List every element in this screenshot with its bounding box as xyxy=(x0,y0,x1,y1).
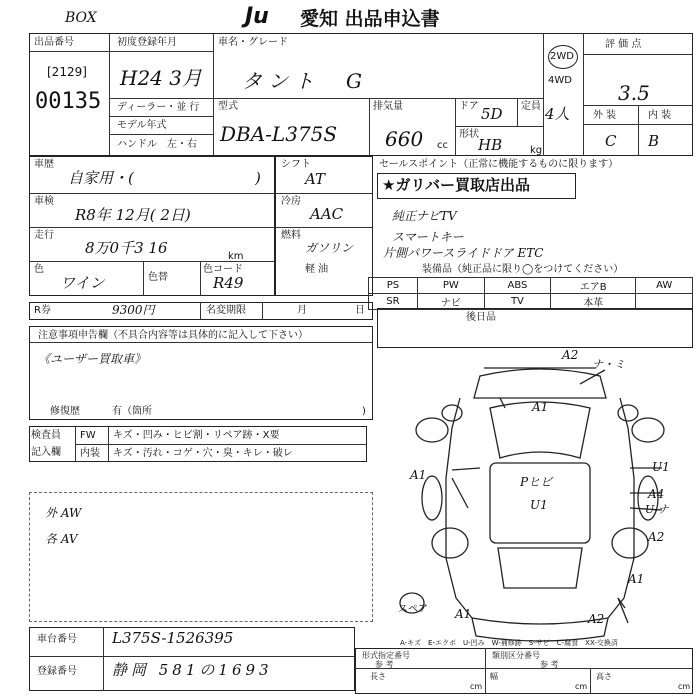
color-label: 色 xyxy=(34,264,44,275)
equip-tv: TV xyxy=(484,294,550,310)
first-reg-value: H24 3月 xyxy=(120,66,202,90)
ju-logo: Ju xyxy=(245,4,269,29)
lot-number-label: 出品番号 xyxy=(34,37,74,48)
inspector-label-2: 記入欄 xyxy=(31,447,61,458)
mileage-label: 走行 xyxy=(34,230,54,241)
weight-unit: kg xyxy=(530,145,543,156)
vehicle-type-label: 型式 xyxy=(218,101,238,112)
capacity-label: 定員 xyxy=(521,101,541,112)
equip-ps: PS xyxy=(369,278,418,294)
form-title: 愛知 出品申込書 xyxy=(300,8,440,30)
damage-mark-11: A1 xyxy=(628,572,645,586)
chassis-label: 車台番号 xyxy=(37,634,77,645)
score-int-value: B xyxy=(648,132,660,150)
damage-mark-6: U1 xyxy=(530,498,548,512)
plate-value: 静岡 581の1693 xyxy=(112,661,273,679)
cooler-label: 冷房 xyxy=(281,196,301,207)
fuel-light-label: 軽 油 xyxy=(305,264,329,275)
displacement-unit: cc xyxy=(437,140,448,151)
shift-value: AT xyxy=(305,170,326,188)
mileage-unit: km xyxy=(228,251,244,262)
height-unit: cm xyxy=(678,682,691,691)
notes-label: 注意事項申告欄（不具合内容等は具体的に記入して下さい） xyxy=(38,330,308,341)
recycle-month: 月 xyxy=(297,305,307,316)
recycle-frame xyxy=(29,302,373,320)
color-change-label: 色替 xyxy=(148,272,168,283)
history-label: 車歴 xyxy=(34,159,54,170)
cooler-value: AAC xyxy=(310,205,344,223)
equip-sr: SR xyxy=(369,294,418,310)
length-label: 長さ xyxy=(370,672,386,681)
doors-label: ドア xyxy=(459,101,479,112)
dealer-label: ディーラー・並 行 xyxy=(117,102,200,113)
color-code-value: R49 xyxy=(213,274,244,292)
capacity-value: 4人 xyxy=(545,105,570,123)
fuel-label: 燃料 xyxy=(281,230,301,241)
color-code-label: 色コード xyxy=(203,264,243,275)
shape-label: 形状 xyxy=(459,129,479,140)
history-value: 自家用・( xyxy=(68,169,134,187)
drive-2wd: 2WD xyxy=(550,51,574,62)
equip-leather: 本革 xyxy=(551,294,636,310)
damage-legend: A-キズ E-エクボ U-凹み W-補修跡 S-サビ C-腐食 XX-交換済 xyxy=(400,639,618,647)
inspection-value: R8年 12月( 2日) xyxy=(75,206,191,224)
recycle-day: 日 xyxy=(355,305,365,316)
model-year-label: モデル年式 xyxy=(117,120,167,131)
chassis-value: L375S-1526395 xyxy=(112,629,234,647)
damage-mark-12: A1 xyxy=(455,607,472,621)
equip-abs: ABS xyxy=(484,278,550,294)
score-label: 評 価 点 xyxy=(605,39,642,50)
damage-mark-8: A4 xyxy=(648,487,665,501)
inspection-label: 車検 xyxy=(34,196,54,207)
sales-line-2: スマートキー xyxy=(392,230,464,244)
equipment-table xyxy=(368,277,693,310)
ref-label-1: 参 考 xyxy=(375,660,394,669)
type-cert-label: 形式指定番号 xyxy=(362,651,410,660)
lot-number: 00135 xyxy=(35,89,102,114)
equip-navi: ナビ xyxy=(417,294,484,310)
plate-label: 登録番号 xyxy=(37,666,77,677)
damage-mark-3: A1 xyxy=(532,400,549,414)
displacement-label: 排気量 xyxy=(373,101,403,112)
drive-4wd: 4WD xyxy=(548,75,572,86)
damage-mark-2: ナ・ミ xyxy=(592,358,625,371)
color-value: ワイン xyxy=(60,274,105,292)
inspector-label-1: 検査員 xyxy=(31,430,61,441)
score-ext-label: 外 装 xyxy=(593,110,617,121)
box-note: BOX xyxy=(65,10,97,26)
vehicle-name-label: 車名・グレード xyxy=(218,37,288,48)
equipment-label: 装備品（純正品に限り◯をつけてください） xyxy=(422,264,624,275)
damage-mark-9: U-ナ xyxy=(645,503,669,516)
repair-value: 有（箇所 xyxy=(112,406,152,417)
history-close: ) xyxy=(255,169,261,187)
inspector-int-items: キズ・汚れ・コゲ・穴・臭・キレ・破レ xyxy=(113,448,293,459)
recycle-label: R券 xyxy=(34,305,51,316)
displacement-value: 660 xyxy=(385,127,424,151)
ref-label-2: 参 考 xyxy=(540,660,559,669)
score-int-label: 内 装 xyxy=(648,110,672,121)
equip-airbag: エアB xyxy=(551,278,636,294)
width-label: 幅 xyxy=(490,672,498,681)
score-ext-value: C xyxy=(605,132,617,150)
recycle-value: 9300円 xyxy=(112,303,155,317)
equip-pw: PW xyxy=(417,278,484,294)
shape-value: HB xyxy=(478,136,503,154)
lot-bracket-number: [2129] xyxy=(47,65,87,79)
owner-change-label: 名変期限 xyxy=(206,305,246,316)
damage-mark-13: A2 xyxy=(588,612,605,626)
repair-label: 修復歴 xyxy=(50,406,80,417)
vehicle-type-value: DBA-L375S xyxy=(220,122,338,146)
first-reg-label: 初度登録年月 xyxy=(117,37,177,48)
class-label: 類別区分番号 xyxy=(492,651,540,660)
sales-line-1: 純正ナビTV xyxy=(392,209,457,223)
spare-label: スペア xyxy=(398,604,428,615)
sales-points-label: セールスポイント（正常に機能するものに限ります） xyxy=(379,159,619,170)
inspector-fw-items: キズ・凹み・ヒビ割・リペア跡・X要 xyxy=(113,430,280,441)
width-unit: cm xyxy=(575,682,588,691)
later-item-label: 後日品 xyxy=(466,312,496,323)
fuel-value: ガソリン xyxy=(305,241,354,255)
later-item-frame xyxy=(377,308,693,348)
equip-aw: AW xyxy=(636,278,693,294)
shift-label: シフト xyxy=(281,159,311,170)
vehicle-name-value: タント G xyxy=(242,69,368,93)
height-label: 高さ xyxy=(596,672,612,681)
inspector-int-label: 内装 xyxy=(80,448,100,459)
notes-value: 《ユーザー買取車》 xyxy=(38,352,147,366)
damage-mark-10: A2 xyxy=(648,530,665,544)
length-unit: cm xyxy=(470,682,483,691)
damage-mark-4: A1 xyxy=(410,468,427,482)
score-value: 3.5 xyxy=(618,81,650,105)
damage-mark-7: U1 xyxy=(652,460,670,474)
repair-close: ) xyxy=(362,406,366,417)
damage-mark-5: Pヒビ xyxy=(520,475,553,489)
doors-value: 5D xyxy=(481,105,503,123)
inspector-fw-label: FW xyxy=(80,430,96,441)
damage-mark-1: A2 xyxy=(562,348,579,362)
sales-line-3: 片側パワースライドドア ETC xyxy=(383,246,544,260)
sales-banner: ★ガリバー買取店出品 xyxy=(377,173,576,199)
inspector-note-2: 各 AV xyxy=(45,532,78,546)
mileage-value: 8万0千3 16 xyxy=(85,239,168,257)
inspector-note-1: 外 AW xyxy=(45,506,82,520)
handle-label: ハンドル 左・右 xyxy=(117,139,197,150)
